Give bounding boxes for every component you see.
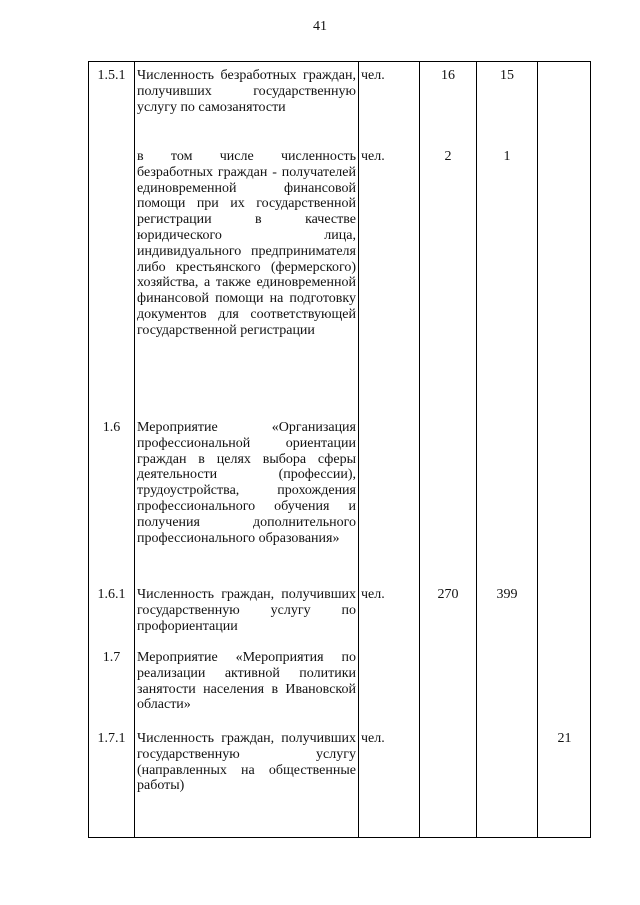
column-divider xyxy=(476,62,477,837)
row-description: Численность безработных граждан, получивших государственную услугу по самозанятости xyxy=(137,68,356,115)
row-value-2: 15 xyxy=(500,68,514,83)
row-description: в том числе численность безработных граждан - получателей единовременной финансовой помощи при их государственной регистрации в качестве юридического лица, индивидуального предпринимателя либо крестьянского (фермерского) хозяйства, а также единовременной финансовой помощи на подготовку документов для соответствующей государственной регистрации xyxy=(137,149,356,338)
row-value-1: 270 xyxy=(437,587,459,602)
column-divider xyxy=(134,62,135,837)
row-description: Численность граждан, получивших государственную услугу (направленных на общественные работы) xyxy=(137,731,356,794)
row-value-3: 21 xyxy=(557,731,572,746)
row-number: 1.7 xyxy=(102,650,121,665)
row-value-1: 16 xyxy=(441,68,455,83)
row-unit: чел. xyxy=(361,68,385,83)
row-value-2: 1 xyxy=(503,149,511,164)
indicators-table xyxy=(88,61,591,838)
column-divider xyxy=(419,62,420,837)
row-unit: чел. xyxy=(361,587,385,602)
row-value-2: 399 xyxy=(496,587,518,602)
row-unit: чел. xyxy=(361,149,385,164)
row-unit: чел. xyxy=(361,731,385,746)
row-number: 1.6 xyxy=(102,420,121,435)
column-divider xyxy=(537,62,538,837)
row-number: 1.5.1 xyxy=(97,68,126,83)
column-divider xyxy=(358,62,359,837)
row-number: 1.6.1 xyxy=(97,587,126,602)
row-value-1: 2 xyxy=(444,149,452,164)
row-number: 1.7.1 xyxy=(97,731,126,746)
page-number: 41 xyxy=(313,19,327,34)
row-description: Мероприятие «Мероприятия по реализации активной политики занятости населения в Ивановской области» xyxy=(137,650,356,713)
row-description: Численность граждан, получивших государственную услугу по профориентации xyxy=(137,587,356,634)
row-description: Мероприятие «Организация профессиональной ориентации граждан в целях выбора сферы деятельности (профессии), трудоустройства, прохождения профессионального обучения и получения дополнительного профессионального образования» xyxy=(137,420,356,546)
